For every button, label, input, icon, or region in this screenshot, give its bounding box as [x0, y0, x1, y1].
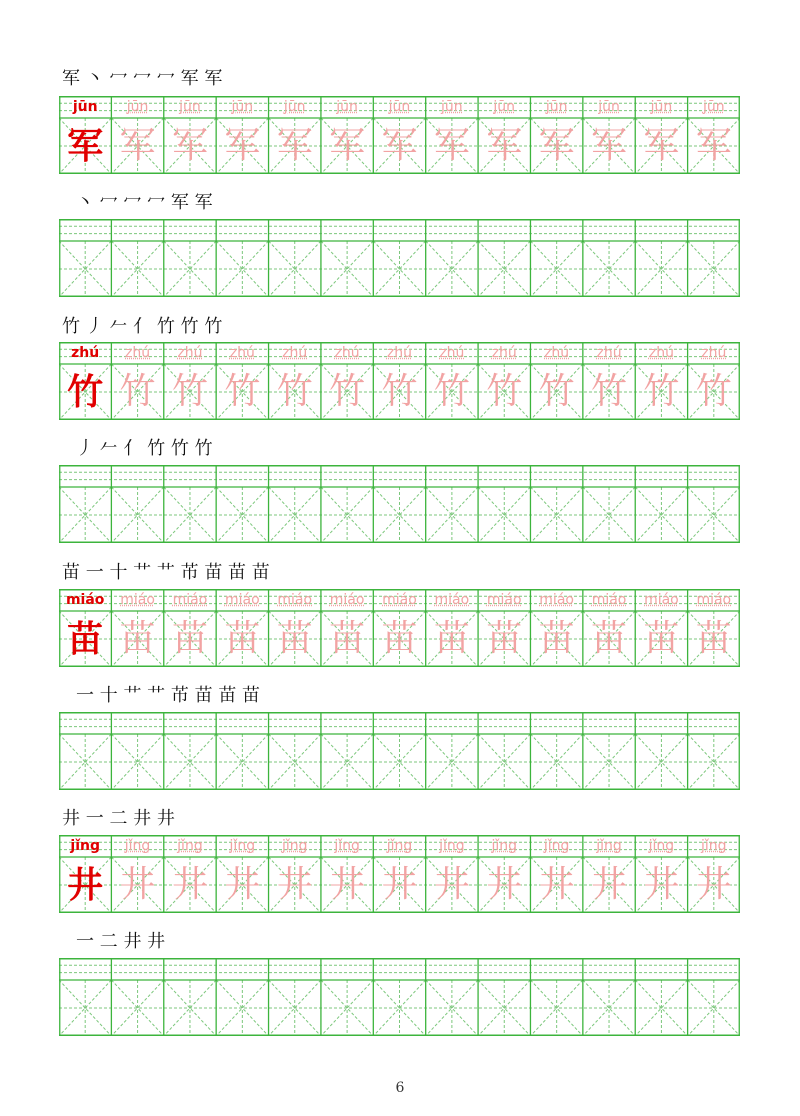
- pinyin-trace: miáo: [539, 592, 574, 608]
- trace-character[interactable]: 井: [329, 864, 366, 905]
- pinyin-label: zhú: [71, 345, 100, 361]
- trace-character[interactable]: 竹: [224, 371, 261, 412]
- pinyin-trace: miáo: [172, 592, 208, 608]
- practice-grid-miao-blank[interactable]: [59, 712, 740, 790]
- pinyin-trace: miáo: [329, 592, 365, 608]
- model-character: 竹: [67, 371, 104, 413]
- pinyin-trace: miáo: [277, 592, 313, 608]
- trace-character[interactable]: 井: [433, 864, 470, 905]
- pinyin-trace: jǐng: [596, 838, 622, 854]
- trace-character[interactable]: 竹: [171, 371, 208, 412]
- trace-character[interactable]: 苗: [695, 618, 732, 659]
- trace-character[interactable]: 军: [119, 125, 156, 166]
- pinyin-trace: zhú: [701, 345, 727, 361]
- trace-character[interactable]: 军: [329, 125, 366, 166]
- pinyin-trace: zhú: [439, 345, 465, 361]
- pinyin-trace: jǐng: [334, 838, 360, 854]
- pinyin-trace: miáo: [434, 592, 470, 608]
- trace-character[interactable]: 竹: [276, 371, 313, 412]
- trace-character[interactable]: 军: [381, 125, 418, 166]
- trace-character[interactable]: 苗: [276, 618, 313, 659]
- trace-character[interactable]: 军: [538, 125, 575, 166]
- pinyin-trace: zhú: [491, 345, 517, 361]
- trace-character[interactable]: 苗: [329, 618, 366, 659]
- stroke-order-line-jing-practice: 一 二 井 井: [76, 931, 166, 952]
- pinyin-trace: jūn: [702, 99, 725, 115]
- trace-character[interactable]: 井: [538, 864, 575, 905]
- pinyin-trace: zhú: [386, 345, 413, 361]
- trace-character[interactable]: 苗: [171, 618, 208, 659]
- grid-lines: [59, 219, 740, 297]
- pinyin-trace: jūn: [179, 99, 201, 115]
- pinyin-trace: zhú: [229, 345, 255, 361]
- pinyin-trace: zhú: [544, 345, 570, 361]
- stroke-order-line-jing: 井 一 二 井 井: [62, 808, 175, 829]
- pinyin-trace: jǐng: [124, 838, 151, 854]
- trace-character[interactable]: 井: [591, 864, 628, 905]
- grid-lines: [59, 958, 740, 1036]
- trace-character[interactable]: 军: [276, 125, 313, 166]
- model-character: 井: [67, 864, 104, 906]
- pinyin-trace: jūn: [650, 99, 673, 115]
- trace-character[interactable]: 军: [643, 125, 680, 166]
- stroke-order-line-jun: 军 丶 冖 冖 冖 军 军: [62, 68, 223, 89]
- trace-character[interactable]: 苗: [381, 618, 418, 659]
- trace-character[interactable]: 竹: [643, 371, 680, 412]
- pinyin-trace: zhú: [596, 345, 622, 361]
- pinyin-trace: zhú: [125, 345, 151, 361]
- pinyin-trace: miáo: [696, 592, 732, 608]
- trace-character[interactable]: 苗: [119, 618, 156, 659]
- pinyin-trace: miáo: [644, 592, 679, 608]
- pinyin-trace: jǐng: [229, 838, 256, 854]
- trace-character[interactable]: 苗: [433, 618, 470, 659]
- pinyin-trace: zhú: [177, 345, 203, 361]
- trace-character[interactable]: 井: [695, 864, 732, 905]
- trace-character[interactable]: 竹: [381, 371, 418, 412]
- pinyin-trace: jǐng: [648, 838, 675, 854]
- pinyin-trace: miáo: [486, 592, 522, 608]
- trace-character[interactable]: 竹: [591, 371, 628, 412]
- trace-character[interactable]: 军: [433, 125, 470, 166]
- trace-character[interactable]: 苗: [643, 618, 680, 659]
- trace-character[interactable]: 苗: [591, 618, 628, 659]
- model-character: 苗: [67, 618, 104, 660]
- pinyin-label: miáo: [65, 592, 105, 608]
- trace-character[interactable]: 竹: [695, 371, 732, 412]
- pinyin-trace: zhú: [648, 345, 674, 361]
- pinyin-trace: jūn: [336, 99, 358, 115]
- trace-character[interactable]: 井: [119, 864, 156, 905]
- trace-character[interactable]: 井: [643, 864, 680, 905]
- stroke-order-line-jun-practice: 丶 冖 冖 冖 军 军: [76, 192, 213, 213]
- trace-character[interactable]: 井: [486, 864, 523, 905]
- pinyin-trace: jūn: [545, 99, 568, 115]
- pinyin-trace: jūn: [441, 99, 463, 115]
- stroke-order-line-zhu-practice: 丿 𠂉 亻 竹 竹 竹: [76, 438, 213, 459]
- trace-character[interactable]: 苗: [538, 618, 575, 659]
- page-number: 6: [395, 1080, 405, 1096]
- pinyin-trace: miáo: [224, 592, 260, 608]
- pinyin-trace: jǐng: [386, 838, 413, 854]
- trace-character[interactable]: 竹: [329, 371, 366, 412]
- pinyin-trace: jǐng: [701, 838, 727, 854]
- pinyin-trace: jǐng: [281, 838, 308, 854]
- pinyin-trace: miáo: [382, 592, 417, 608]
- grid-lines: [59, 465, 740, 543]
- pinyin-trace: jǐng: [439, 838, 465, 854]
- pinyin-trace: jūn: [126, 99, 149, 115]
- pinyin-trace: zhú: [282, 345, 308, 361]
- trace-character[interactable]: 竹: [486, 371, 523, 412]
- practice-grid-jing-blank[interactable]: [59, 958, 740, 1036]
- pinyin-trace: miáo: [120, 592, 155, 608]
- practice-grid-jing-example: [59, 835, 740, 913]
- trace-character[interactable]: 竹: [433, 371, 470, 412]
- trace-character[interactable]: 井: [171, 864, 208, 905]
- trace-character[interactable]: 竹: [119, 371, 156, 412]
- trace-character[interactable]: 井: [224, 864, 261, 905]
- trace-character[interactable]: 井: [381, 864, 418, 905]
- practice-grid-jun-example: [59, 96, 740, 174]
- pinyin-trace: jūn: [231, 99, 254, 115]
- stroke-order-line-zhu: 竹 丿 𠂉 亻 竹 竹 竹: [62, 316, 223, 337]
- pinyin-trace: jǐng: [177, 838, 203, 854]
- trace-character[interactable]: 苗: [224, 618, 261, 659]
- pinyin-label: jǐng: [70, 838, 100, 854]
- pinyin-label: jūn: [72, 99, 98, 115]
- grid-lines: [59, 712, 740, 790]
- pinyin-trace: zhú: [334, 345, 360, 361]
- trace-character[interactable]: 竹: [538, 371, 575, 412]
- stroke-order-line-miao: 苗 一 十 艹 艹 芇 苗 苗 苗: [62, 562, 270, 583]
- pinyin-trace: jūn: [598, 99, 620, 115]
- practice-grid-miao-example: [59, 589, 740, 667]
- practice-grid-zhu-blank[interactable]: [59, 465, 740, 543]
- trace-character[interactable]: 军: [171, 125, 208, 166]
- pinyin-trace: jūn: [493, 99, 516, 115]
- trace-character[interactable]: 苗: [486, 618, 523, 659]
- pinyin-trace: jǐng: [543, 838, 570, 854]
- trace-character[interactable]: 军: [591, 125, 628, 166]
- trace-character[interactable]: 井: [276, 864, 313, 905]
- pinyin-trace: miáo: [591, 592, 627, 608]
- stroke-order-line-miao-practice: 一 十 艹 艹 芇 苗 苗 苗: [76, 685, 261, 706]
- trace-character[interactable]: 军: [695, 125, 732, 166]
- trace-character[interactable]: 军: [486, 125, 523, 166]
- trace-character[interactable]: 军: [224, 125, 261, 166]
- practice-grid-zhu-example: [59, 342, 740, 420]
- pinyin-trace: jǐng: [491, 838, 518, 854]
- practice-grid-jun-blank[interactable]: [59, 219, 740, 297]
- model-character: 军: [67, 125, 104, 167]
- pinyin-trace: jūn: [283, 99, 306, 115]
- pinyin-trace: jūn: [388, 99, 411, 115]
